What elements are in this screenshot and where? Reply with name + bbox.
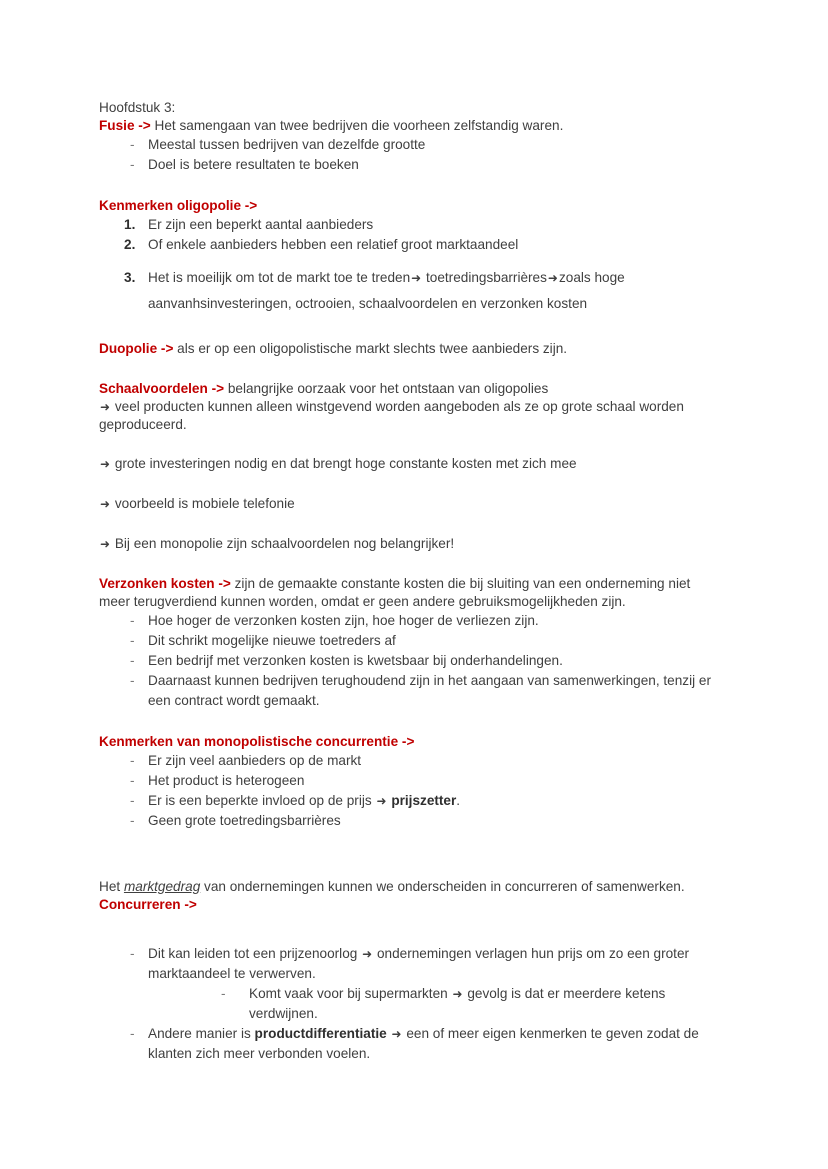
kenmerken-oligopolie-heading: Kenmerken oligopolie -> — [99, 197, 258, 213]
list-item — [99, 791, 719, 811]
marktgedrag-rest: van ondernemingen kunnen we onderscheiden in concurreren of samenwerken. — [200, 878, 685, 894]
arrow-right-icon: ➜ — [100, 537, 111, 552]
spacer — [99, 473, 719, 495]
spacer — [99, 358, 719, 380]
duopolie-line — [99, 340, 719, 358]
fusie-definition: Het samengaan van twee bedrijven die voorheen zelfstandig waren. — [154, 117, 564, 133]
fusie-bullet-list — [99, 135, 719, 175]
nested-bullet-part1: Komt vaak voor bij supermarkten — [249, 985, 448, 1001]
duopolie-definition: als er op een oligopolistische markt slechts twee aanbieders zijn. — [177, 340, 568, 356]
arrow-line-text: grote investeringen nodig en dat brengt hoge constante kosten met zich mee — [114, 456, 577, 472]
schaalvoordelen-definition: belangrijke oorzaak voor het ontstaan van oligopolies — [227, 380, 549, 396]
spacer — [99, 553, 719, 575]
list-item: - Doel is betere resultaten te boeken — [99, 155, 719, 175]
spacer — [99, 869, 719, 878]
marktgedrag-paragraph — [99, 878, 719, 896]
marktgedrag-emphasis: marktgedrag — [123, 878, 201, 894]
arrow-right-icon: ➜ — [547, 270, 558, 285]
schaalvoordelen-arrow-line-4 — [99, 535, 719, 553]
list-item: - Dit schrikt mogelijke nieuwe toetreders af — [99, 631, 719, 651]
monopolistische-concurrentie-list — [99, 751, 719, 831]
page-title: Hoofdstuk 3: — [99, 100, 176, 115]
kenmerken-oligopolie-list — [99, 215, 719, 318]
list-item: - Hoe hoger de verzonken kosten zijn, hoe hoger de verliezen zijn. — [99, 611, 719, 631]
spacer — [99, 318, 719, 340]
fusie-term: Fusie -> — [99, 117, 151, 133]
list-item: - Meestal tussen bedrijven van dezelfde grootte — [99, 135, 719, 155]
spacer — [99, 175, 719, 197]
bullet3-part2: . — [456, 792, 461, 808]
concurreren-bullet1-part2: ondernemingen verlagen hun prijs om zo een groter marktaandeel te verwerven. — [148, 945, 690, 981]
list-item: - Geen grote toetredingsbarrières — [99, 811, 719, 831]
monopolistische-concurrentie-heading: Kenmerken van monopolistische concurrentie -> — [99, 733, 415, 749]
list-item — [148, 984, 719, 1024]
list-item: Er zijn een beperkt aantal aanbieders — [148, 216, 374, 232]
arrow-right-icon: ➜ — [362, 946, 373, 961]
verzonken-kosten-definition: zijn de gemaakte constante kosten die bij sluiting van een onderneming niet meer terugverdiend kunnen worden, omdat er geen andere gebruiksmogelijkheden zijn. — [99, 576, 691, 610]
schaalvoordelen-arrow-line-2 — [99, 455, 719, 473]
productdifferentiatie-emphasis: productdifferentiatie — [254, 1025, 387, 1041]
list-item: Of enkele aanbieders hebben een relatief groot marktaandeel — [148, 236, 519, 252]
concurreren-bullet2-part1: Andere manier is — [148, 1025, 255, 1041]
spacer — [99, 513, 719, 535]
arrow-right-icon: ➜ — [391, 1026, 402, 1041]
spacer — [99, 831, 719, 869]
concurreren-list — [99, 944, 719, 1064]
spacer — [99, 433, 719, 455]
schaalvoordelen-line — [99, 380, 719, 398]
marktgedrag-lead: Het — [99, 878, 124, 894]
verzonken-kosten-line — [99, 575, 719, 611]
arrow-right-icon: ➜ — [100, 399, 111, 414]
list-item: - Daarnaast kunnen bedrijven terughoudend zijn in het aangaan van samenwerkingen, tenzij er een contract wordt gemaakt. — [99, 671, 719, 711]
list-item: - Het product is heterogeen — [99, 771, 719, 791]
concurreren-nested-list — [148, 984, 719, 1024]
oligopolie-item3-part2: toetredingsbarrières — [422, 269, 547, 285]
arrow-line-text: voorbeeld is mobiele telefonie — [114, 496, 295, 512]
list-item: - Een bedrijf met verzonken kosten is kwetsbaar bij onderhandelingen. — [99, 651, 719, 671]
arrow-right-icon: ➜ — [100, 457, 111, 472]
nested-bullet-part2: gevolg is dat er meerdere ketens verdwijnen. — [249, 985, 666, 1021]
list-item — [99, 944, 719, 1024]
duopolie-term: Duopolie -> — [99, 340, 174, 356]
concurreren-bullet2-part2: een of meer eigen kenmerken te geven zodat de klanten zich meer verbonden voelen. — [148, 1025, 699, 1061]
concurreren-heading: Concurreren -> — [99, 896, 197, 912]
arrow-right-icon: ➜ — [376, 793, 387, 808]
verzonken-kosten-term: Verzonken kosten -> — [99, 576, 231, 592]
arrow-right-icon: ➜ — [100, 497, 111, 512]
fusie-definition-line — [99, 117, 719, 135]
verzonken-kosten-bullet-list — [99, 611, 719, 711]
list-item — [99, 265, 719, 318]
arrow-right-icon: ➜ — [411, 270, 422, 285]
oligopolie-item3-part1: Het is moeilijk om tot de markt toe te treden — [148, 269, 411, 285]
schaalvoordelen-term: Schaalvoordelen -> — [99, 380, 225, 396]
list-item: - Er zijn veel aanbieders op de markt — [99, 751, 719, 771]
prijszetter-emphasis: prijszetter — [391, 792, 457, 808]
arrow-line-text: veel producten kunnen alleen winstgevend worden aangeboden als ze op grote schaal worden geproduceerd. — [99, 398, 684, 432]
spacer — [99, 914, 719, 944]
schaalvoordelen-arrow-line-1 — [99, 398, 719, 434]
arrow-right-icon: ➜ — [452, 986, 463, 1001]
concurreren-bullet1-part1: Dit kan leiden tot een prijzenoorlog — [148, 945, 358, 961]
oligopolie-item3-part3: zoals hoge aanvanhsinvesteringen, octrooien, schaalvoordelen en verzonken kosten — [148, 269, 625, 312]
list-item — [99, 1024, 719, 1064]
spacer — [99, 711, 719, 733]
document-body — [99, 99, 719, 1064]
bullet3-part1: Er is een beperkte invloed op de prijs — [148, 792, 372, 808]
schaalvoordelen-arrow-line-3 — [99, 495, 719, 513]
arrow-line-text: Bij een monopolie zijn schaalvoordelen nog belangrijker! — [114, 536, 455, 552]
